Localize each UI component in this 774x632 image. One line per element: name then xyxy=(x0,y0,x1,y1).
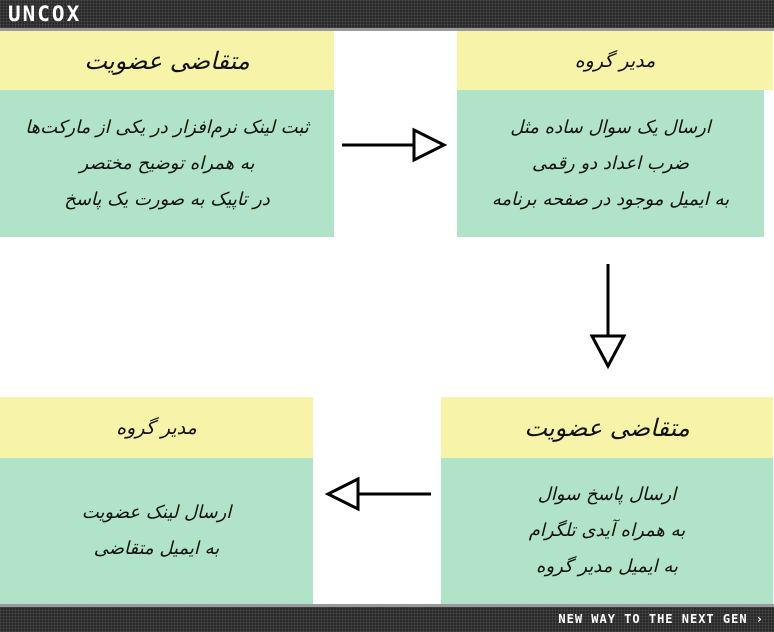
step-1-body xyxy=(0,90,334,237)
step-3-line-3: به ایمیل مدیر گروه xyxy=(536,556,678,577)
step-2-body xyxy=(457,90,764,237)
step-4-title: مدیر گروه xyxy=(116,416,197,439)
step-2-line-3: به ایمیل موجود در صفحه برنامه xyxy=(491,188,730,210)
step-1-line-2: به همراه توضیح مختصر xyxy=(79,152,255,174)
brand-logo: UNCOX xyxy=(8,2,82,26)
top-bar xyxy=(0,0,774,28)
footer-slogan: NEW WAY TO THE NEXT GEN › xyxy=(558,612,764,626)
step-2-line-2: ضرب اعداد دو رقمی xyxy=(532,152,689,174)
step-4-line-2: به ایمیل متقاضی xyxy=(93,538,220,559)
step-4-header xyxy=(0,397,313,458)
step-1-line-1: ثبت لینک نرم‌افزار در یکی از مارکت‌ها xyxy=(25,116,309,138)
step-2-header xyxy=(457,31,773,90)
arrow-left-icon xyxy=(324,475,434,513)
step-4-body xyxy=(0,458,313,604)
arrow-down-icon xyxy=(588,262,628,370)
arrow-right-icon xyxy=(340,126,448,164)
step-3-line-1: ارسال پاسخ سوال xyxy=(537,484,677,505)
step-1-line-3: در تاپیک به صورت یک پاسخ xyxy=(64,188,270,210)
step-1-header xyxy=(0,31,334,90)
step-3-title: متقاضی عضویت xyxy=(524,413,690,442)
step-1-title: متقاضی عضویت xyxy=(84,46,250,75)
step-3-line-2: به همراه آیدی تلگرام xyxy=(528,520,686,541)
step-3-header xyxy=(441,397,773,458)
step-4-line-1: ارسال لینک عضویت xyxy=(81,502,232,523)
step-2-title: مدیر گروه xyxy=(574,49,656,72)
step-3-body xyxy=(441,458,773,604)
step-2-line-1: ارسال یک سوال ساده مثل xyxy=(510,116,711,138)
